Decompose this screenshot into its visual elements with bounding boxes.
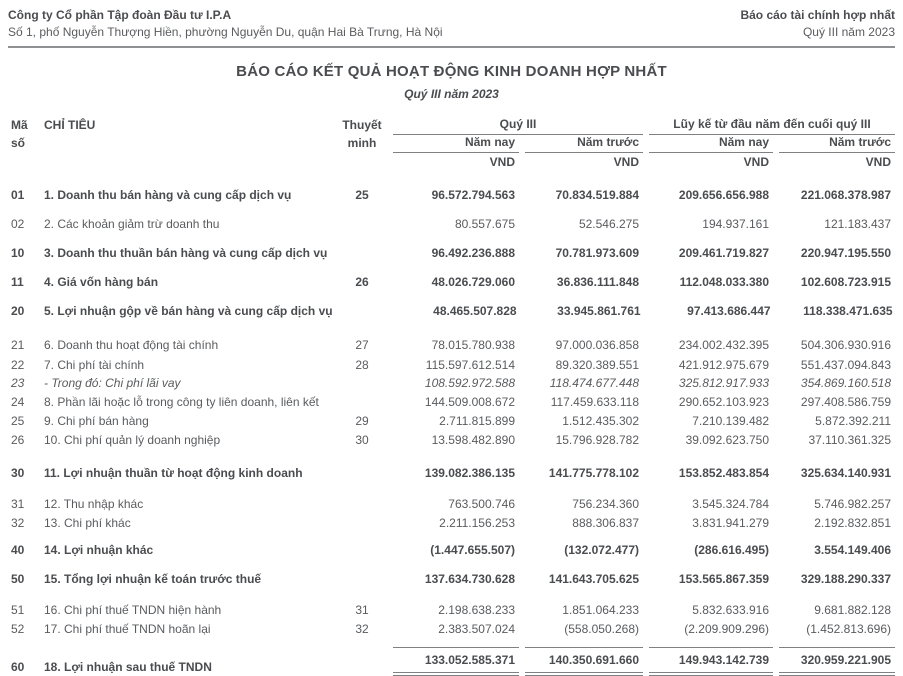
table-row <box>8 356 895 374</box>
table-body <box>8 186 895 676</box>
cell-quarter-prior-year: 97.000.036.858 <box>555 338 639 352</box>
row-label: 7. Chi phí tài chính <box>44 358 145 372</box>
row-label: 6. Doanh thu hoạt động tài chính <box>44 338 219 352</box>
table-row <box>8 431 895 449</box>
row-code: 02 <box>11 217 25 231</box>
cell-quarter-prior-year: 141.775.778.102 <box>548 466 639 480</box>
row-note: 25 <box>355 188 369 202</box>
cell-quarter-current-year: 2.198.638.233 <box>438 603 515 617</box>
report-type: Báo cáo tài chính hợp nhất <box>740 8 895 22</box>
cell-quarter-current-year: 96.572.794.563 <box>431 188 515 202</box>
cell-quarter-current-year: 115.597.612.514 <box>425 358 515 372</box>
row-note: 30 <box>355 433 369 447</box>
cell-quarter-current-year: 48.026.729.060 <box>431 275 515 289</box>
row-code: 01 <box>11 188 25 202</box>
table-row <box>8 374 895 392</box>
cell-ytd-current-year: 39.092.623.750 <box>685 433 769 447</box>
table-header-row-1 <box>8 117 895 135</box>
doc-header <box>8 7 895 41</box>
cell-ytd-prior-year: 2.192.832.851 <box>814 516 891 530</box>
cell-ytd-prior-year: 220.947.195.550 <box>800 246 891 260</box>
col-header-ytd-current-year: Năm nay <box>649 135 773 153</box>
cell-quarter-prior-year: 888.306.837 <box>572 516 639 530</box>
cell-ytd-prior-year: 354.869.160.518 <box>800 376 891 390</box>
cell-quarter-prior-year: (132.072.477) <box>564 543 639 557</box>
cell-ytd-prior-year: 297.408.586.759 <box>800 395 891 409</box>
unit-spacer-2 <box>44 170 331 172</box>
table-row <box>8 464 895 482</box>
table-row <box>8 336 895 354</box>
cell-ytd-current-year: 209.656.656.988 <box>678 188 769 202</box>
cell-ytd-prior-year: 5.746.982.257 <box>814 497 891 511</box>
table-row <box>8 273 895 291</box>
unit-spacer-1 <box>8 170 38 172</box>
cell-quarter-current-year: 96.492.236.888 <box>431 246 515 260</box>
report-subtitle: Quý III năm 2023 <box>404 87 499 101</box>
cell-quarter-current-year: 48.465.507.828 <box>433 304 517 318</box>
col-header-note-line2: minh <box>347 136 377 150</box>
cell-quarter-current-year: 2.711.815.899 <box>439 414 515 428</box>
cell-ytd-current-year: 3.831.941.279 <box>692 516 769 530</box>
cell-ytd-current-year: 153.565.867.359 <box>678 572 769 586</box>
row-code: 52 <box>11 622 25 636</box>
cell-quarter-current-year: (1.447.655.507) <box>430 543 515 557</box>
col-header-indicator-spacer <box>44 151 331 153</box>
cell-quarter-prior-year: 70.834.519.884 <box>555 188 639 202</box>
row-code: 30 <box>11 466 25 480</box>
cell-quarter-current-year: 80.557.675 <box>454 217 515 231</box>
row-label: 5. Lợi nhuận gộp về bán hàng và cung cấp dịch vụ <box>44 304 333 318</box>
row-label: 4. Giá vốn hàng bán <box>44 275 159 289</box>
table-row <box>8 412 895 430</box>
cell-ytd-current-year: 112.048.033.380 <box>679 275 769 289</box>
row-label: 15. Tổng lợi nhuận kế toán trước thuế <box>44 572 262 586</box>
table-row <box>8 215 895 233</box>
col-header-code-line1: Mã <box>11 118 28 132</box>
row-code: 11 <box>11 275 24 289</box>
cell-quarter-current-year: 2.211.156.253 <box>439 516 515 530</box>
cell-quarter-prior-year: 1.512.435.302 <box>562 414 639 428</box>
col-header-note-line1: Thuyết <box>342 118 382 132</box>
cell-ytd-current-year: 209.461.719.827 <box>678 246 769 260</box>
cell-quarter-current-year: 139.082.386.135 <box>424 466 515 480</box>
row-label: 18. Lợi nhuận sau thuế TNDN <box>44 660 212 674</box>
col-group-ytd: Lũy kế từ đầu năm đến cuối quý III <box>649 117 895 135</box>
cell-ytd-prior-year: 551.437.094.843 <box>800 358 891 372</box>
row-code: 51 <box>11 603 25 617</box>
cell-ytd-current-year: 421.912.975.679 <box>678 358 769 372</box>
cell-ytd-current-year: 149.943.142.739 <box>649 647 773 676</box>
row-label: 12. Thu nhập khác <box>44 497 144 511</box>
cell-quarter-prior-year: 52.546.275 <box>578 217 639 231</box>
cell-ytd-current-year: 234.002.432.395 <box>678 338 769 352</box>
col-header-quarter-current-year: Năm nay <box>393 135 519 153</box>
table-row <box>8 514 895 532</box>
cell-ytd-current-year: 97.413.686.447 <box>687 304 771 318</box>
cell-quarter-prior-year: 140.350.691.660 <box>525 647 643 676</box>
row-code: 21 <box>11 338 25 352</box>
row-code: 23 <box>11 376 25 390</box>
row-label: - Trong đó: Chi phí lãi vay <box>44 376 181 390</box>
row-code: 20 <box>11 304 25 318</box>
row-label: 8. Phần lãi hoặc lỗ trong công ty liên doanh, liên kết <box>44 395 319 409</box>
cell-ytd-prior-year: 9.681.882.128 <box>814 603 891 617</box>
cell-quarter-current-year: 2.383.507.024 <box>438 622 515 636</box>
report-period: Quý III năm 2023 <box>802 25 895 39</box>
row-label: 2. Các khoản giảm trừ doanh thu <box>44 217 220 231</box>
col-header-indicator: CHỈ TIÊU <box>44 118 96 132</box>
table-row <box>8 644 895 676</box>
row-code: 60 <box>11 660 25 674</box>
row-label: 17. Chi phí thuế TNDN hoãn lại <box>44 622 211 636</box>
cell-ytd-prior-year: 504.306.930.916 <box>800 338 891 352</box>
cell-quarter-prior-year: 118.474.677.448 <box>549 376 639 390</box>
cell-quarter-prior-year: 36.836.111.848 <box>556 275 639 289</box>
cell-quarter-prior-year: 141.643.705.625 <box>548 572 639 586</box>
cell-ytd-current-year: (286.616.495) <box>694 543 769 557</box>
row-note: 27 <box>355 338 369 352</box>
report-title: BÁO CÁO KẾT QUẢ HOẠT ĐỘNG KINH DOANH HỢP NHẤT <box>236 63 667 80</box>
row-note: 29 <box>355 414 369 428</box>
unit-label-ytd-current: VND <box>743 155 769 169</box>
row-code: 10 <box>11 246 25 260</box>
cell-ytd-current-year: 325.812.917.933 <box>678 376 769 390</box>
cell-ytd-prior-year: 325.634.140.931 <box>800 466 891 480</box>
cell-ytd-prior-year: 121.183.437 <box>824 217 891 231</box>
table-row <box>8 601 895 619</box>
table-row <box>8 393 895 411</box>
cell-quarter-prior-year: 756.234.360 <box>572 497 639 511</box>
row-note: 28 <box>355 358 369 372</box>
row-code: 50 <box>11 572 25 586</box>
row-code: 40 <box>11 543 25 557</box>
row-label: 16. Chi phí thuế TNDN hiện hành <box>44 603 222 617</box>
cell-ytd-current-year: 5.832.633.916 <box>692 603 769 617</box>
cell-ytd-prior-year: 221.068.378.987 <box>800 188 891 202</box>
table-row <box>8 495 895 513</box>
cell-quarter-prior-year: (558.050.268) <box>564 622 639 636</box>
col-header-ytd-prior-year: Năm trước <box>779 135 895 153</box>
cell-ytd-prior-year: 5.872.392.211 <box>815 414 891 428</box>
cell-quarter-current-year: 144.509.008.672 <box>424 395 515 409</box>
cell-quarter-current-year: 108.592.972.588 <box>424 376 515 390</box>
row-note: 31 <box>355 603 369 617</box>
table-header-row-3 <box>8 153 895 172</box>
cell-quarter-current-year: 763.500.746 <box>448 497 515 511</box>
cell-ytd-prior-year: 320.959.221.905 <box>779 647 895 676</box>
cell-ytd-current-year: 194.937.161 <box>702 217 769 231</box>
cell-ytd-prior-year: 329.188.290.337 <box>800 572 891 586</box>
cell-quarter-prior-year: 15.796.928.782 <box>555 433 639 447</box>
doc-header-right <box>740 7 895 41</box>
cell-quarter-prior-year: 1.851.064.233 <box>562 603 639 617</box>
doc-header-left <box>8 7 443 41</box>
header-divider <box>8 46 895 48</box>
col-group-quarter: Quý III <box>393 117 643 135</box>
cell-ytd-current-year: 7.210.139.482 <box>692 414 769 428</box>
row-label: 13. Chi phí khác <box>44 516 131 530</box>
cell-ytd-current-year: (2.209.909.296) <box>684 622 769 636</box>
row-label: 14. Lợi nhuận khác <box>44 543 154 557</box>
cell-quarter-current-year: 133.052.585.371 <box>393 647 519 676</box>
col-header-quarter-prior-year: Năm trước <box>525 135 643 153</box>
table-row <box>8 541 895 559</box>
table-row <box>8 302 895 320</box>
unit-label-ytd-prior: VND <box>865 155 891 169</box>
company-name: Công ty Cổ phần Tập đoàn Đầu tư I.P.A <box>8 8 232 22</box>
cell-quarter-prior-year: 89.320.389.551 <box>555 358 639 372</box>
table-row <box>8 570 895 588</box>
cell-quarter-prior-year: 117.459.633.118 <box>550 395 639 409</box>
row-code: 25 <box>11 414 25 428</box>
row-code: 22 <box>11 358 25 372</box>
col-header-code-line2: số <box>11 136 26 150</box>
cell-ytd-prior-year: (1.452.813.696) <box>806 622 891 636</box>
row-label: 3. Doanh thu thuần bán hàng và cung cấp dịch vụ <box>44 246 328 260</box>
unit-label-quarter-prior: VND <box>613 155 639 169</box>
row-label: 1. Doanh thu bán hàng và cung cấp dịch vụ <box>44 188 292 202</box>
table-row <box>8 186 895 204</box>
table-header-row-2 <box>8 135 895 153</box>
income-statement-table <box>8 117 895 676</box>
cell-ytd-prior-year: 3.554.149.406 <box>814 543 891 557</box>
table-row <box>8 244 895 262</box>
row-label: 11. Lợi nhuận thuần từ hoạt động kinh doanh <box>44 466 303 480</box>
cell-ytd-prior-year: 118.338.471.635 <box>803 304 893 318</box>
row-code: 24 <box>11 395 25 409</box>
unit-spacer-3 <box>337 170 387 172</box>
cell-quarter-current-year: 137.634.730.628 <box>424 572 515 586</box>
cell-ytd-current-year: 153.852.483.854 <box>678 466 769 480</box>
row-code: 26 <box>11 433 25 447</box>
cell-quarter-current-year: 13.598.482.890 <box>431 433 515 447</box>
cell-ytd-prior-year: 102.608.723.915 <box>800 275 891 289</box>
cell-ytd-current-year: 3.545.324.784 <box>692 497 769 511</box>
row-note: 26 <box>355 275 369 289</box>
row-label: 9. Chi phí bán hàng <box>44 414 149 428</box>
row-code: 31 <box>11 497 25 511</box>
cell-ytd-prior-year: 37.110.361.325 <box>808 433 891 447</box>
cell-ytd-current-year: 290.652.103.923 <box>678 395 769 409</box>
row-note: 32 <box>355 622 369 636</box>
cell-quarter-prior-year: 70.781.973.609 <box>555 246 639 260</box>
cell-quarter-prior-year: 33.945.861.761 <box>557 304 641 318</box>
cell-quarter-current-year: 78.015.780.938 <box>431 338 515 352</box>
row-label: 10. Chi phí quản lý doanh nghiệp <box>44 433 221 447</box>
company-address: Số 1, phố Nguyễn Thượng Hiền, phường Nguyễn Du, quận Hai Bà Trưng, Hà Nội <box>8 25 443 39</box>
unit-label-quarter-current: VND <box>489 155 515 169</box>
row-code: 32 <box>11 516 25 530</box>
table-row <box>8 620 895 638</box>
